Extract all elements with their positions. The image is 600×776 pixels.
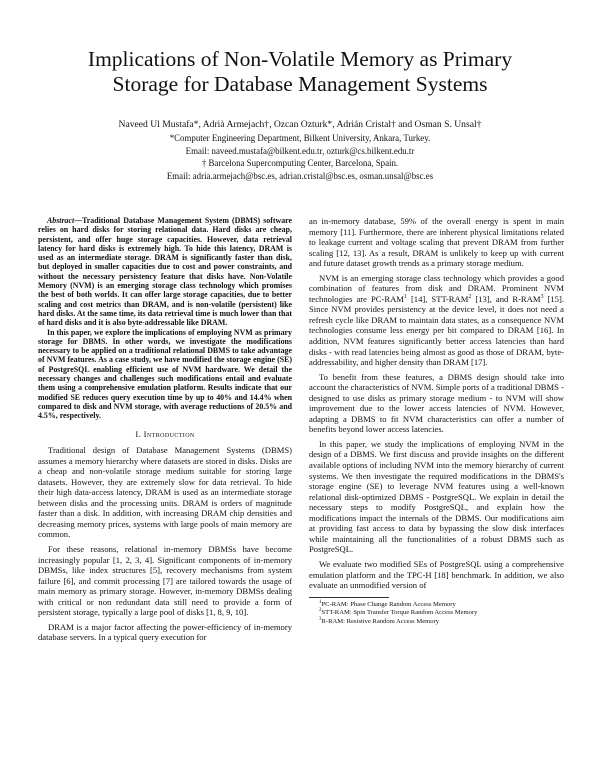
email-line: Email: adria.armejach@bsc.es, adrian.cristal@bsc.es, osman.unsal@bsc.es — [166, 170, 434, 181]
abstract — [38, 216, 292, 421]
title-line-1: Implications of Non-Volatile Memory as Primary — [87, 47, 513, 71]
body-paragraph — [309, 273, 564, 368]
abstract-lead: Abstract — [47, 216, 75, 225]
email-line: Email: naveed.mustafa@bilkent.edu.tr, ozturk@cs.bilkent.edu.tr — [185, 145, 415, 156]
abstract-text-1: —Traditional Database Management System (DBMS) software relies on hard disks for storing relational data. Hard disks are cheap, persistent, and offer huge storage capacities. However, data retrieval latency for hard disks is extremely high. To hide this latency, DRAM is used as an intermediate storage. DRAM is significantly faster than disk, but deployed in smaller capacities due to cost and power constraints, and without the necessary persistency feature that disks have. Non-Volatile Memory (NVM) is an emerging storage class technology which promises the best of both worlds. It can offer large storage capacities, due to better scaling and cost metrics than DRAM, and is non-volatile (persistent) like hard disks. At the same time, its data retrieval time is much lower than that of hard disks and it is also byte-addressable like DRAM. — [38, 216, 292, 328]
footnote-number: 3 — [319, 616, 322, 622]
affiliation-line: † Barcelona Supercomputing Center, Barcelona, Spain. — [201, 158, 399, 168]
footnote-number: 2 — [319, 608, 322, 613]
footnote-text: R-RAM: Resistive Random Access Memory — [321, 617, 440, 625]
abstract-paragraph-2: In this paper, we explore the implications of employing NVM as primary storage for DBMS. In other words, we investigate the modifications necessary to be applied on a traditional relational DBMS to take advantage of NVM features. As a case study, we have modified the storage engine (SE) of PostgreSQL enabling efficient use of NVM hardware. We detail the necessary changes and challenges such modifications entail and evaluate them using a comprehensive emulation platform. Results indicate that our modified SE reduces query execution time by up to 40% and 14.4% when compared to disk and NVM storage, with average reductions of 20.5% and 4.5%, respectively. — [38, 327, 292, 421]
body-paragraph: We evaluate two modified SEs of PostgreSQL using a comprehensive emulation platform and the TPC-H [18] benchmark. In addition, we also evaluate an unmodified version of — [309, 558, 564, 591]
footnote-text: PC-RAM: Phase Change Random Access Memory — [321, 600, 456, 608]
introduction-body — [38, 445, 292, 643]
abstract-paragraph-1 — [38, 216, 292, 328]
body-text: [15]. Since NVM provides persistency at the device level, it does not need a refresh cycle like DRAM to maintain data states, as a consequence NVM technologies consume less energy per bit compared to DRAM [16]. In addition, NVM features significantly better access latencies than hard disks - with read latencies being almost as good as those of DRAM, byte-addressability, and higher density than DRAM [17]. — [309, 293, 564, 368]
footnote-mark: 2 — [468, 293, 472, 300]
footnote-number: 1 — [319, 599, 322, 605]
footnote-mark: 3 — [540, 293, 544, 300]
footnote — [309, 609, 564, 618]
body-paragraph: To benefit from these features, a DBMS design should take into account the characteristics of NVM. Simple ports of a traditional DBMS - designed to use disks as primary storage medium - to NVM will show improvement due to the lower access latencies of NVM. However, adapting a DBMS to fit NVM characteristics can offer a number of benefits beyond lower access latencies. — [309, 371, 564, 435]
body-text: NVM is an emerging storage class technology which provides a good combination of features from disk and DRAM. Prominent NVM technologies are PC-RAM — [309, 272, 564, 304]
paper-title — [30, 47, 570, 97]
footnote-mark: 1 — [403, 293, 407, 300]
footnotes — [309, 601, 564, 627]
title-line-2: Storage for Database Management Systems — [112, 72, 488, 96]
body-paragraph: DRAM is a major factor affecting the power-efficiency of in-memory database servers. In a typical query execution for — [38, 621, 292, 643]
body-paragraph: For these reasons, relational in-memory DBMSs have become increasingly popular [1, 2, 3, 4]. Significant components of in-memory DBMSs, like index structures [5], recovery mechanisms from system failure [6], and commit processing [7] are tailored towards the usage of main memory as primary storage. However, in-memory DBMSs dealing with critical or non redundant data still need to provide a form of persistent storage, typically a large pool of disks [1, 8, 9, 10]. — [38, 544, 292, 618]
body-text: [13], and R-RAM — [471, 293, 541, 304]
author-list: Naveed Ul Mustafa*, Adrià Armejach†, Ozcan Ozturk*, Adrián Cristal† and Osman S. Unsal† — [118, 119, 482, 130]
footnote-divider — [309, 597, 389, 598]
section-heading: I. Introduction — [135, 428, 195, 439]
left-column — [38, 216, 292, 647]
body-text: [14], STT-RAM — [406, 293, 469, 304]
affiliations — [30, 132, 570, 182]
footnote — [309, 618, 564, 627]
body-paragraph: Traditional design of Database Management Systems (DBMS) assumes a memory hierarchy where datasets are stored in disks. Disks are a cheap and non-volatile storage medium suitable for storing large datasets. However, they are extremely slow for data retrieval. To hide their high data-access latency, DRAM is used as an intermediate storage between disks and the processing units. DRAM is orders of magnitude faster than a disk. In addition, with increasing DRAM chip densities and decreasing memory prices, systems with large pools of main memory are common. — [38, 445, 292, 540]
footnote-text: STT-RAM: Spin Transfer Torque Random Access Memory — [321, 609, 478, 617]
body-paragraph: an in-memory database, 59% of the overall energy is spent in main memory [11]. Furthermore, there are inherent physical limitations related to leakage current and voltage scaling that prevent DRAM from further scaling [12, 13]. As a result, DRAM is unlikely to keep up with current and future dataset growth trends as a primary storage medium. — [309, 216, 564, 269]
body-paragraph: In this paper, we study the implications of employing NVM in the design of a DBMS. We first discuss and provide insights on the different available options of including NVM into the memory hierarchy of current systems. We then investigate the required modifications in the DBMS's storage engine (SE) to leverage NVM features using a well-known relational disk-optimized DBMS - PostgreSQL. We explain in detail the necessary steps to modify PostgreSQL, and explain how the modifications impact the internals of the DBMS. Our modifications aim at providing fast access to data by bypassing the slow disk interfaces while maintaining all the functionalities of a robust DBMS such as PostgreSQL. — [309, 438, 564, 555]
right-column — [309, 216, 564, 626]
footnote — [309, 601, 564, 610]
affiliation-line: *Computer Engineering Department, Bilkent University, Ankara, Turkey. — [169, 133, 431, 143]
